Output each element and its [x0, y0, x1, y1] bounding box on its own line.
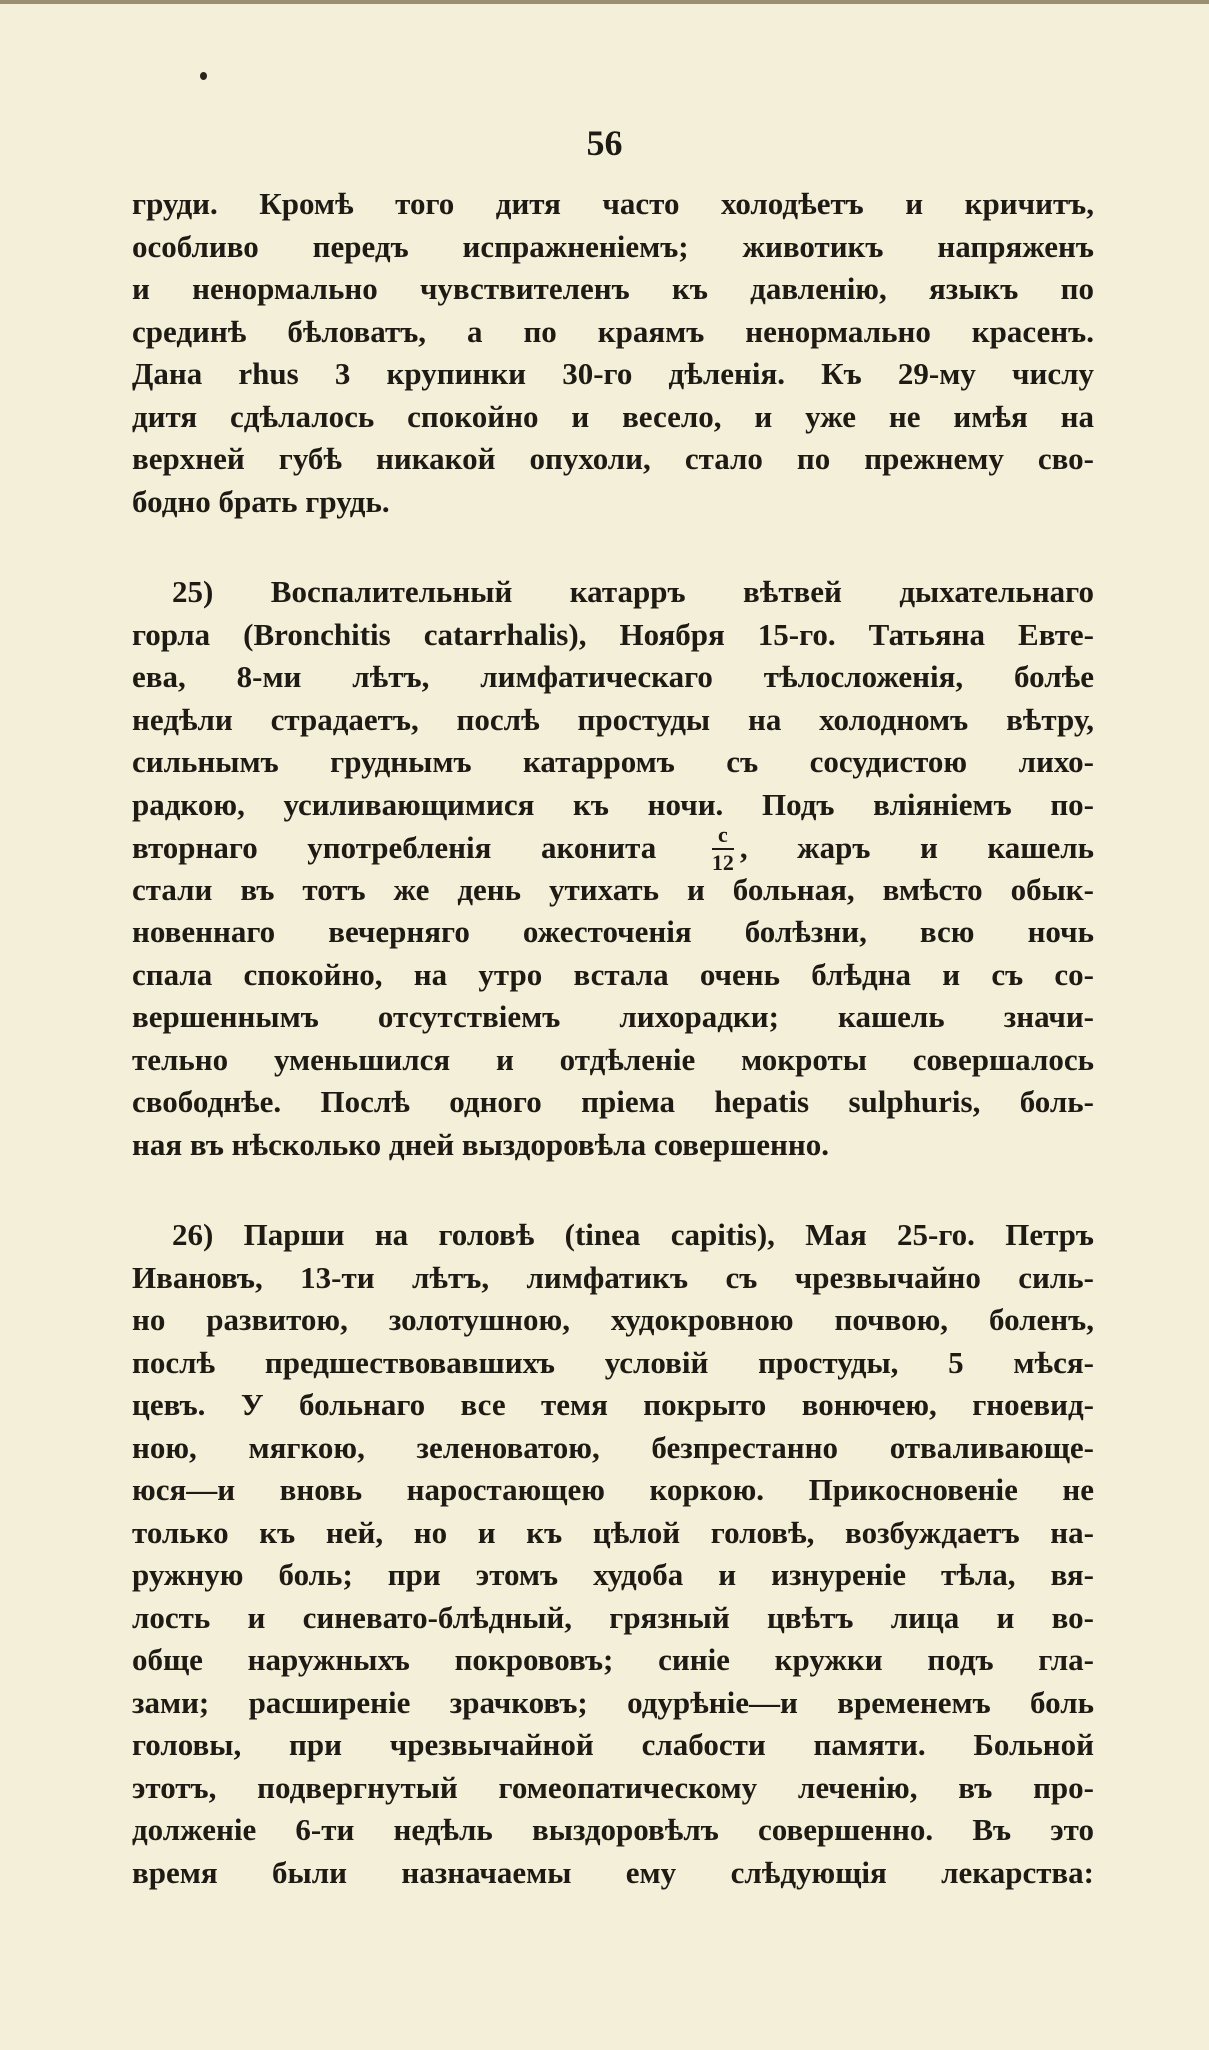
text-line: долженіе 6-ти недѣль выздоровѣлъ совершенно. Въ это — [132, 1812, 1094, 1847]
paragraph-2 — [132, 571, 1094, 1166]
text-line: бодно брать грудь. — [132, 483, 390, 519]
body-text — [132, 183, 1094, 1894]
page-number: 56 — [586, 123, 623, 163]
top-edge-rule — [0, 0, 1209, 4]
text-line: новеннаго вечерняго ожесточенія болѣзни, всю ночь — [132, 914, 1094, 949]
text-line: но развитою, золотушною, худокровною почвою, боленъ, — [132, 1302, 1094, 1337]
text-line: ною, мягкою, зеленоватою, безпрестанно отваливающе- — [132, 1429, 1094, 1465]
fraction-line-before: вторнаго употребленія аконита — [132, 830, 657, 866]
text-line: свободнѣе. Послѣ одного пріема hepatis sulphuris, боль- — [132, 1084, 1094, 1119]
text-line: только къ ней, но и къ цѣлой головѣ, возбуждаетъ на- — [132, 1514, 1094, 1550]
text-line: срединѣ бѣловатъ, а по краямъ ненормально красенъ. — [132, 313, 1094, 349]
fraction-numerator: c — [712, 824, 734, 850]
paragraph-gap — [132, 1166, 1094, 1214]
text-line: юся—и вновь наростающею коркою. Прикосновеніе не — [132, 1472, 1094, 1507]
text-line: цевъ. У больнаго все темя покрыто вонючею, гноевид- — [132, 1387, 1094, 1422]
text-line: головы, при чрезвычайной слабости памяти. Больной — [132, 1727, 1094, 1762]
ink-speck-mark — [200, 72, 207, 80]
fraction-line-after: , жаръ и кашель — [739, 830, 1094, 866]
fraction-denominator: 12 — [711, 850, 734, 875]
text-line: дитя сдѣлалось спокойно и весело, и уже не имѣя на — [132, 398, 1094, 434]
text-line-with-fraction — [132, 822, 1094, 875]
text-line: послѣ предшествовавшихъ условій простуды, 5 мѣся- — [132, 1344, 1094, 1380]
text-line: тельно уменьшился и отдѣленіе мокроты совершалось — [132, 1041, 1094, 1077]
text-line: лость и синевато-блѣдный, грязный цвѣтъ лица и во- — [132, 1599, 1094, 1635]
text-line: радкою, усиливающимися къ ночи. Подъ вліяніемъ по- — [132, 786, 1094, 822]
text-line: горла (Bronchitis catarrhalis), Ноября 15-го. Татьяна Евте- — [132, 616, 1094, 652]
text-line: стали въ тотъ же день утихать и больная, вмѣсто обык- — [132, 871, 1094, 907]
text-line: недѣли страдаетъ, послѣ простуды на холодномъ вѣтру, — [132, 701, 1094, 737]
text-line: Ивановъ, 13-ти лѣтъ, лимфатикъ съ чрезвычайно силь- — [132, 1259, 1094, 1295]
text-line: 26) Парши на головѣ (tinea capitis), Мая 25-го. Петръ — [172, 1217, 1094, 1252]
text-line: этотъ, подвергнутый гомеопатическому леченію, въ про- — [132, 1769, 1094, 1805]
text-line: время были назначаемы ему слѣдующія лекарства: — [132, 1854, 1094, 1890]
text-line: ружную боль; при этомъ худоба и изнуреніе тѣла, вя- — [132, 1557, 1094, 1592]
text-line: ная въ нѣсколько дней выздоровѣла совершенно. — [132, 1126, 829, 1162]
text-line: спала спокойно, на утро встала очень блѣдна и съ со- — [132, 956, 1094, 992]
text-line: 25) Воспалительный катарръ вѣтвей дыхательнаго — [172, 574, 1094, 609]
paragraph-3 — [132, 1214, 1094, 1894]
text-line: зами; расширеніе зрачковъ; одурѣніе—и временемъ боль — [132, 1684, 1094, 1720]
text-line: особливо передъ испражненіемъ; животикъ напряженъ — [132, 228, 1094, 264]
text-line: обще наружныхъ покрововъ; синіе кружки подъ гла- — [132, 1642, 1094, 1677]
dose-fraction — [712, 824, 734, 874]
text-line: груди. Кромѣ того дитя часто холодѣетъ и кричитъ, — [132, 186, 1094, 221]
paragraph-1 — [132, 183, 1094, 523]
text-line: ева, 8-ми лѣтъ, лимфатическаго тѣлосложенія, болѣе — [132, 659, 1094, 694]
text-line: Дана rhus 3 крупинки 30-го дѣленія. Къ 29-му числу — [132, 356, 1094, 391]
text-line: вершеннымъ отсутствіемъ лихорадки; кашель значи- — [132, 999, 1094, 1034]
text-line: и ненормально чувствителенъ къ давленію, языкъ по — [132, 271, 1094, 306]
text-line: сильнымъ груднымъ катарромъ съ сосудистою лихо- — [132, 744, 1094, 779]
paragraph-gap — [132, 523, 1094, 571]
text-line: верхней губѣ никакой опухоли, стало по прежнему сво- — [132, 441, 1094, 476]
